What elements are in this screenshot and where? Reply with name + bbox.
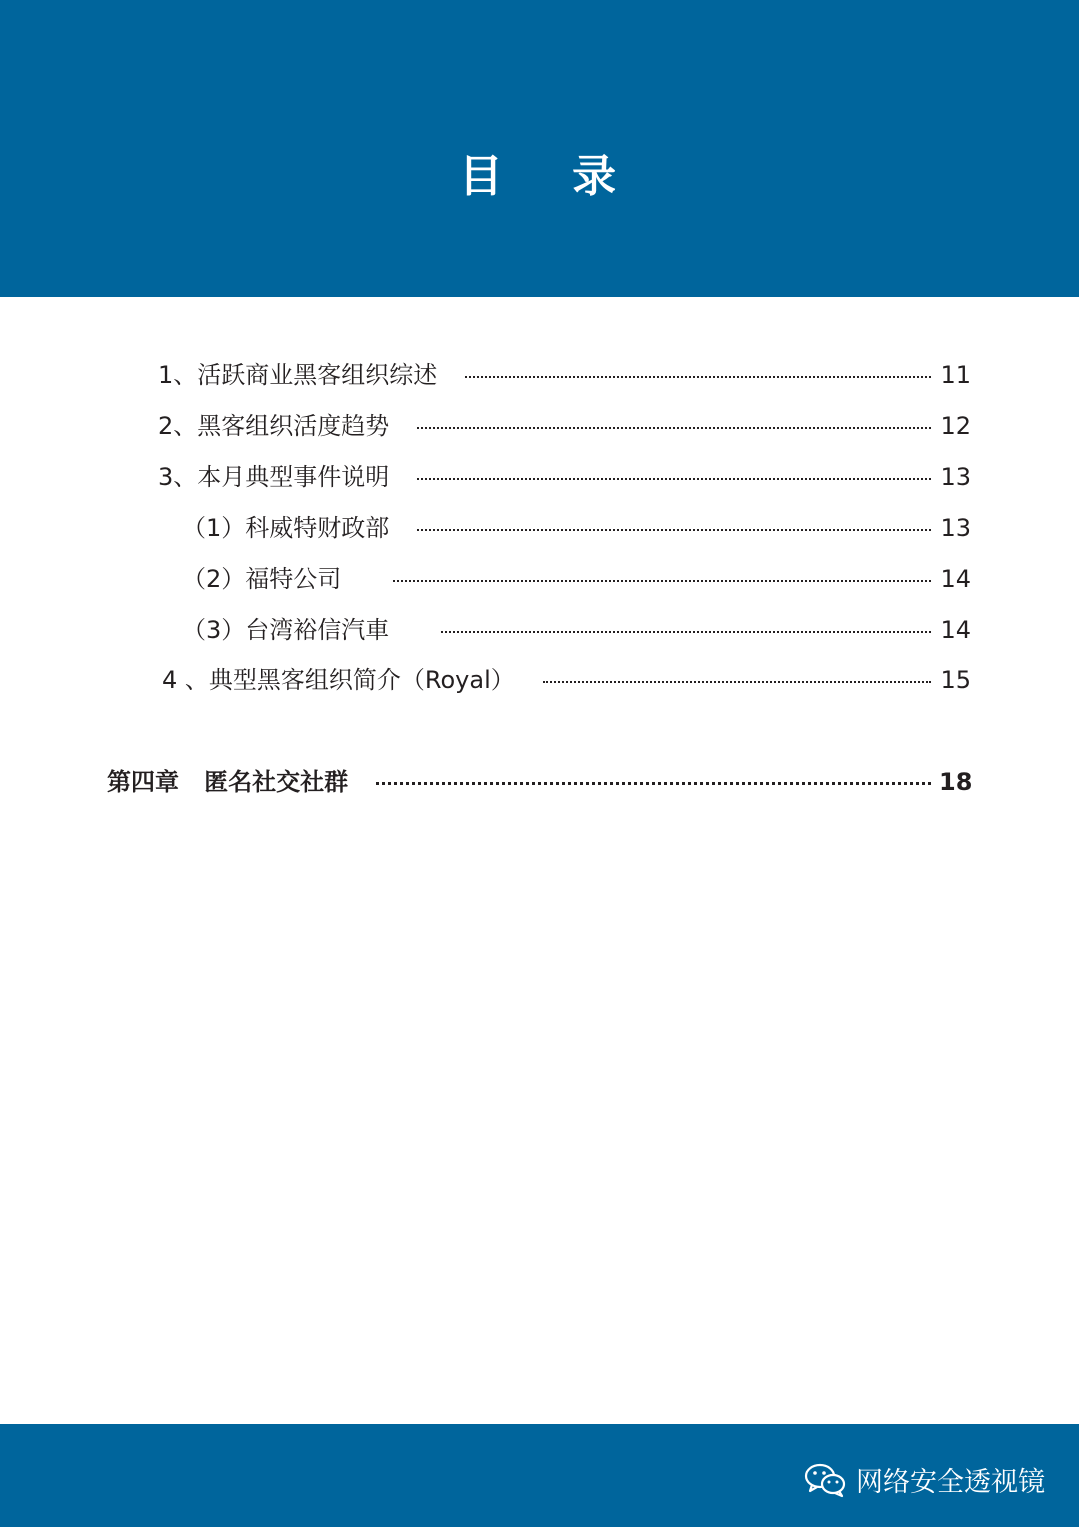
header-banner xyxy=(0,0,1079,297)
toc-subentry-2[interactable] xyxy=(182,559,971,593)
toc-entry-3[interactable] xyxy=(158,457,971,491)
brand-watermark xyxy=(804,1460,1045,1499)
dot-leader xyxy=(417,478,931,480)
dot-leader xyxy=(376,782,931,785)
toc-chapter-label: 第四章 匿名社交社群 xyxy=(107,768,349,796)
dot-leader xyxy=(417,529,931,531)
toc-entry-2[interactable] xyxy=(158,406,971,440)
toc-entry-label: （3）台湾裕信汽車 xyxy=(182,616,390,644)
toc-entry-label: 2、黑客组织活度趋势 xyxy=(158,412,390,440)
toc-page-number: 13 xyxy=(940,514,971,542)
dot-leader xyxy=(441,631,931,633)
toc-page-number: 15 xyxy=(940,666,971,694)
toc-entry-label: 1、活跃商业黑客组织综述 xyxy=(158,361,438,389)
toc-subentry-3[interactable] xyxy=(182,610,971,644)
dot-leader xyxy=(393,580,931,582)
toc-page-number: 18 xyxy=(939,768,973,796)
page-title: 目 录 xyxy=(458,151,621,202)
dot-leader xyxy=(465,376,931,378)
toc-page-number: 14 xyxy=(940,565,971,593)
toc-page-number: 14 xyxy=(940,616,971,644)
toc-subentry-1[interactable] xyxy=(182,508,971,542)
toc-entry-label: 3、本月典型事件说明 xyxy=(158,463,390,491)
brand-name: 网络安全透视镜 xyxy=(856,1467,1045,1498)
wechat-icon xyxy=(804,1462,848,1498)
dot-leader xyxy=(417,427,931,429)
toc-entry-4[interactable] xyxy=(162,660,971,694)
toc-entry-label: 4 、典型黑客组织简介（Royal） xyxy=(162,666,515,694)
toc-page-number: 13 xyxy=(940,463,971,491)
toc-page-number: 11 xyxy=(940,361,971,389)
toc-entry-label: （2）福特公司 xyxy=(182,565,342,593)
dot-leader xyxy=(543,681,931,683)
toc-entry-1[interactable] xyxy=(158,355,971,389)
toc-entry-label: （1）科威特财政部 xyxy=(182,514,390,542)
toc-chapter-4[interactable] xyxy=(107,762,971,796)
toc-page-number: 12 xyxy=(940,412,971,440)
footer-banner xyxy=(0,1424,1079,1527)
